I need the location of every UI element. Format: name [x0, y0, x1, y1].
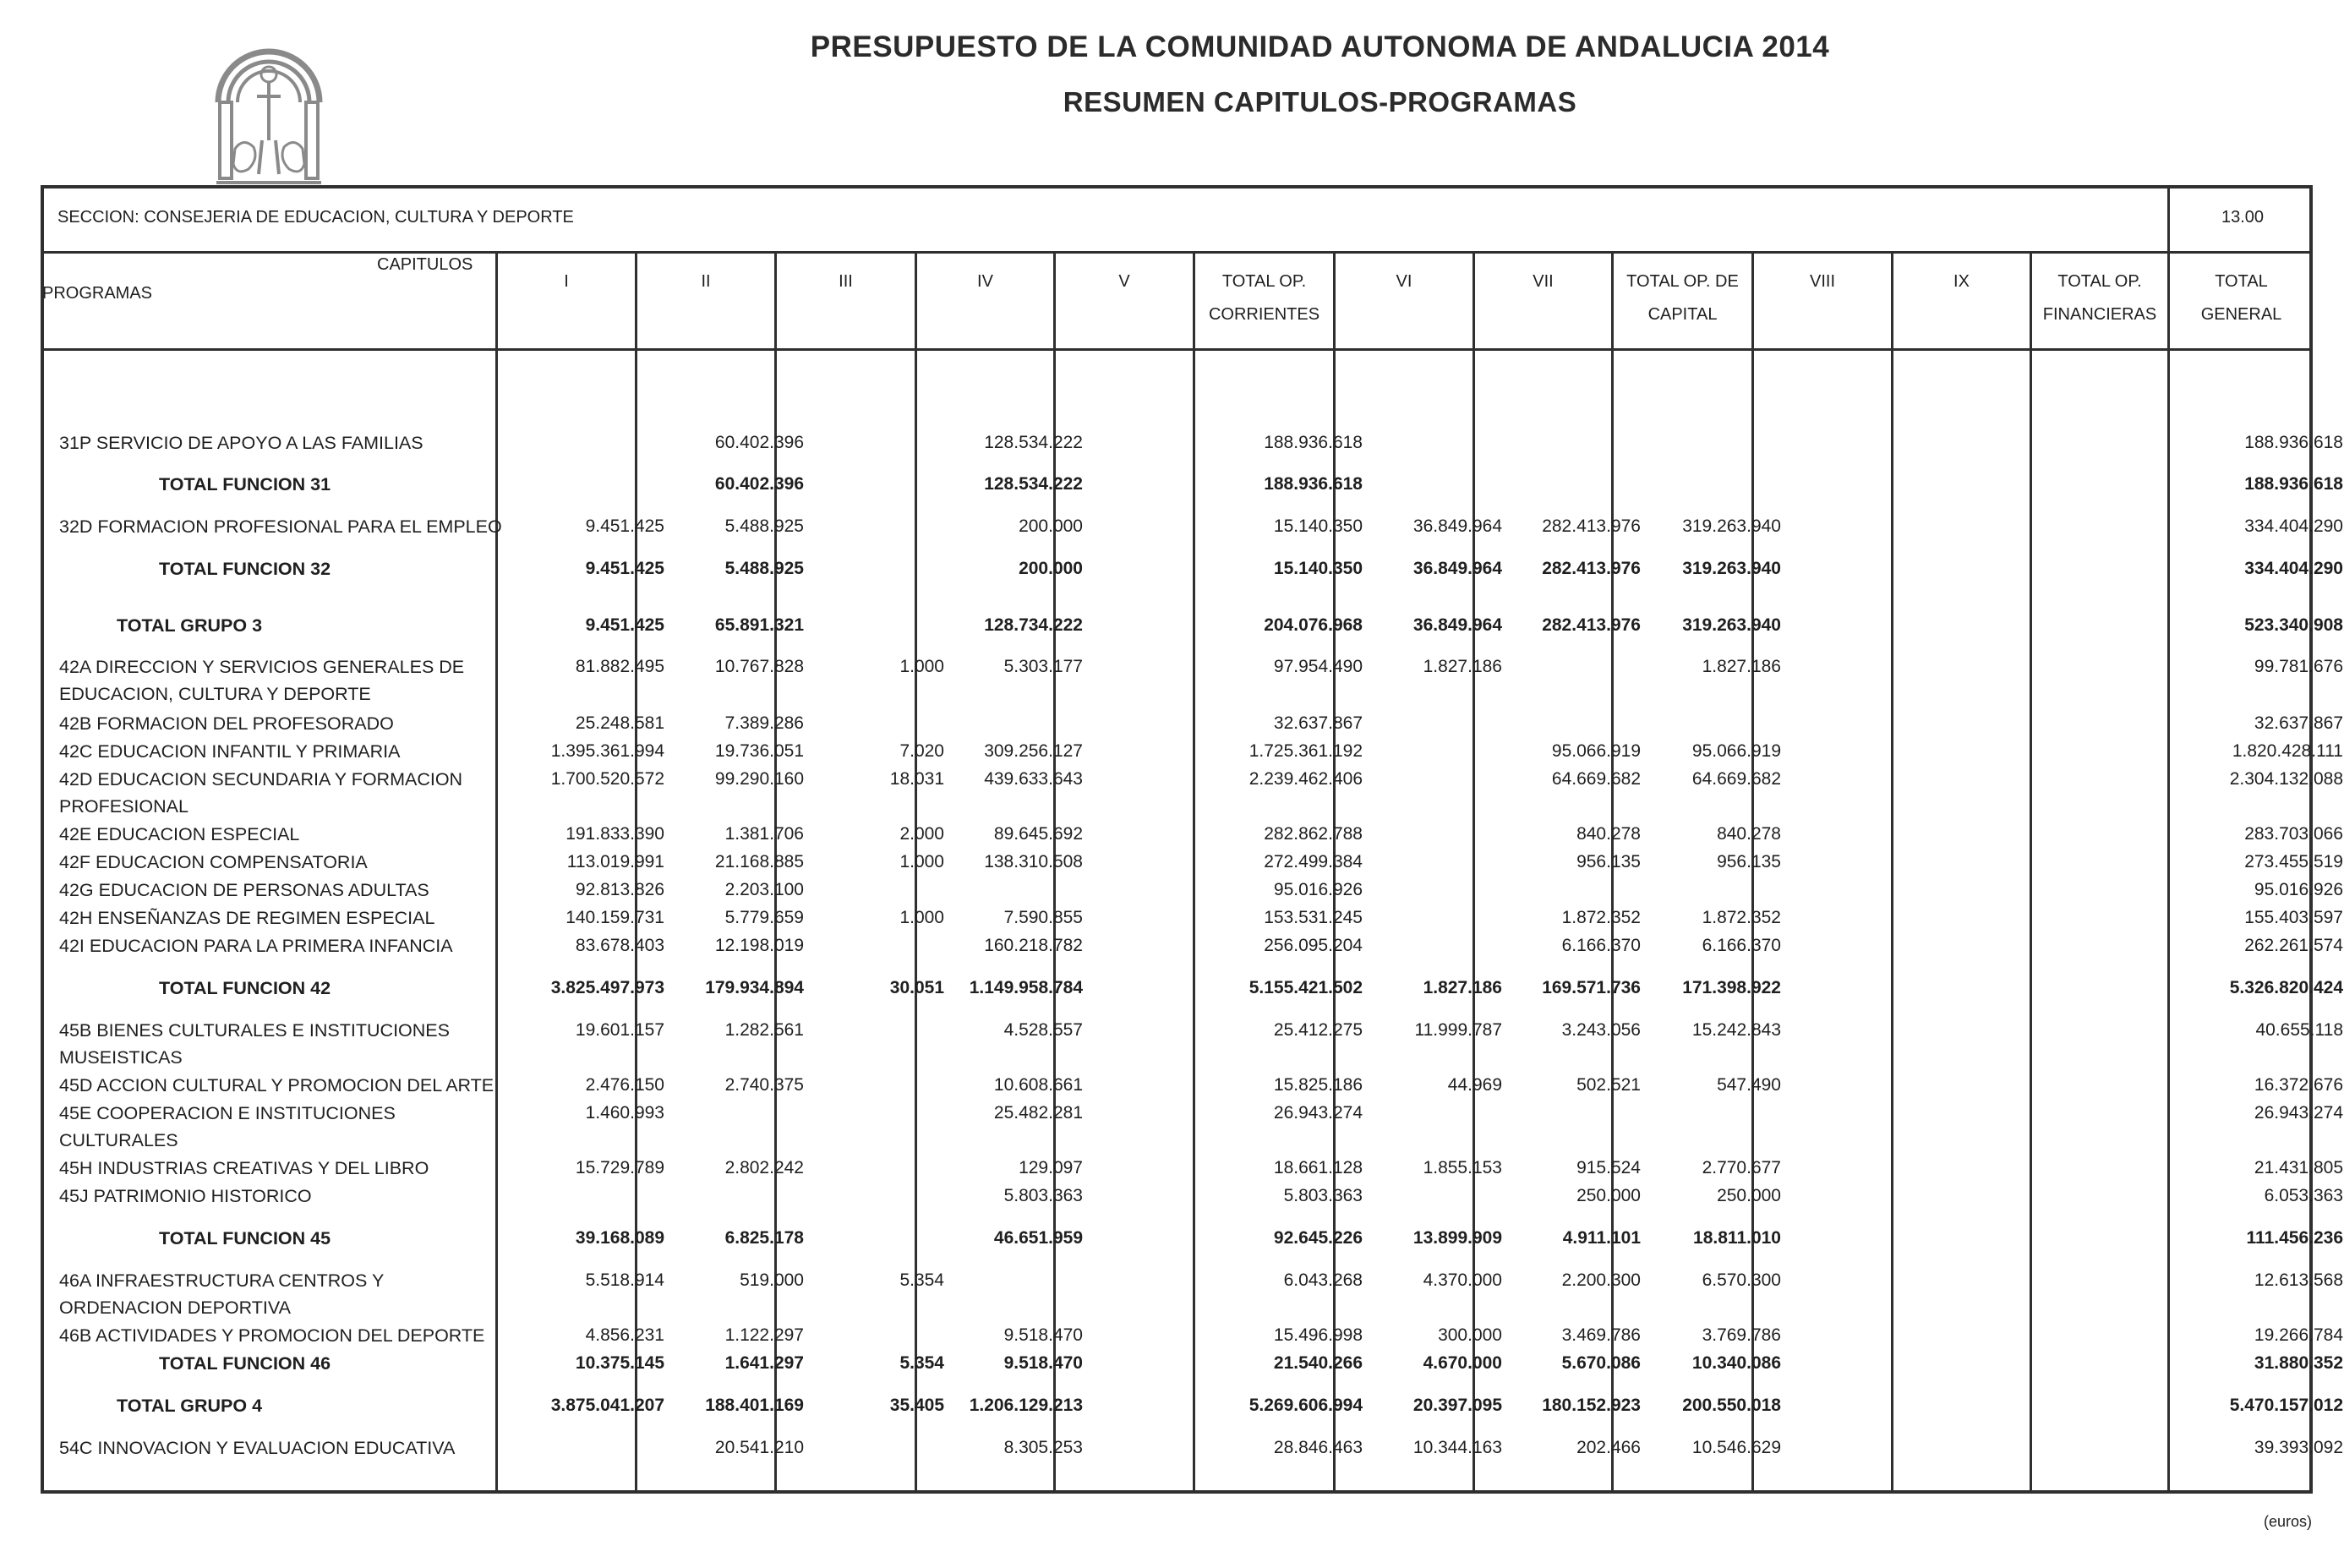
amount-cell: 309.256.127: [984, 741, 1083, 761]
amount-cell: 20.541.210: [714, 1438, 804, 1457]
header-total-op-corrientes-a: TOTAL OP.: [1221, 272, 1307, 291]
table-row: [41, 1155, 2343, 1183]
header-col-ix: IX: [1953, 272, 1970, 291]
amount-cell: 9.451.425: [585, 516, 664, 536]
amount-cell: 128.734.222: [984, 615, 1083, 635]
amount-cell: 256.095.204: [1264, 936, 1363, 955]
table-row: [41, 471, 2343, 499]
amount-cell: 99.290.160: [714, 769, 804, 789]
amount-cell: 26.943.274: [2254, 1103, 2343, 1123]
amount-cell: 129.097: [1019, 1158, 1083, 1177]
table-row: [41, 877, 2343, 904]
amount-cell: 1.855.153: [1423, 1158, 1502, 1177]
amount-cell: 1.000: [899, 657, 944, 676]
amount-cell: 262.261.574: [2244, 936, 2343, 955]
amount-cell: 3.469.786: [1561, 1325, 1641, 1345]
header-total-op-corrientes-b: CORRIENTES: [1208, 305, 1320, 324]
program-label: TOTAL GRUPO 4: [117, 1396, 263, 1416]
amount-cell: 65.891.321: [714, 615, 804, 635]
amount-cell: 200.550.018: [1682, 1396, 1781, 1415]
header-col-i: I: [564, 272, 569, 291]
header-col-iv: IV: [977, 272, 993, 291]
amount-cell: 180.152.923: [1542, 1396, 1641, 1415]
table-row: [41, 710, 2343, 738]
amount-cell: 1.000: [899, 852, 944, 871]
table-row: [41, 1017, 2343, 1068]
amount-cell: 2.203.100: [724, 880, 804, 899]
table-row: [41, 975, 2343, 1003]
amount-cell: 334.404.290: [2244, 516, 2343, 536]
page-title: PRESUPUESTO DE LA COMUNIDAD AUTONOMA DE ANDALUCIA 2014: [810, 30, 1830, 63]
amount-cell: 2.304.132.088: [2229, 769, 2343, 789]
program-label: 42A DIRECCION Y SERVICIOS GENERALES DE: [59, 657, 465, 677]
amount-cell: 2.000: [899, 824, 944, 844]
table-row: [41, 932, 2343, 960]
amount-cell: 89.645.692: [993, 824, 1083, 844]
table-row: [41, 1322, 2343, 1350]
program-label: 45H INDUSTRIAS CREATIVAS Y DEL LIBRO: [59, 1158, 429, 1178]
amount-cell: 6.166.370: [1561, 936, 1641, 955]
program-label: 42B FORMACION DEL PROFESORADO: [59, 713, 394, 734]
amount-cell: 502.521: [1576, 1075, 1641, 1095]
amount-cell: 36.849.964: [1412, 559, 1502, 578]
amount-cell: 21.540.266: [1273, 1353, 1363, 1373]
amount-cell: 547.490: [1717, 1075, 1781, 1095]
amount-cell: 188.936.618: [2244, 433, 2343, 452]
program-label: TOTAL FUNCION 32: [159, 559, 331, 579]
header-col-viii: VIII: [1809, 272, 1835, 291]
amount-cell: 519.000: [740, 1270, 804, 1290]
amount-cell: 5.354: [899, 1270, 944, 1290]
amount-cell: 60.402.396: [714, 474, 804, 494]
section-label: SECCION: CONSEJERIA DE EDUCACION, CULTURA Y DEPORTE: [57, 208, 574, 227]
table-row: [41, 429, 2343, 457]
program-label: TOTAL FUNCION 45: [159, 1228, 331, 1248]
program-label: 45J PATRIMONIO HISTORICO: [59, 1186, 312, 1206]
header-programas: PROGRAMAS: [42, 284, 153, 303]
amount-cell: 21.168.885: [714, 852, 804, 871]
header-col-iii: III: [839, 272, 853, 291]
amount-cell: 200.000: [1019, 559, 1083, 578]
amount-cell: 179.934.894: [705, 978, 804, 997]
amount-cell: 8.305.253: [1003, 1438, 1083, 1457]
amount-cell: 1.827.186: [1702, 657, 1781, 676]
amount-cell: 39.393.092: [2254, 1438, 2343, 1457]
amount-cell: 169.571.736: [1542, 978, 1641, 997]
amount-cell: 83.678.403: [575, 936, 664, 955]
amount-cell: 171.398.922: [1682, 978, 1781, 997]
amount-cell: 5.470.157.012: [2229, 1396, 2343, 1415]
table-row: [41, 1100, 2343, 1150]
amount-cell: 15.825.186: [1273, 1075, 1363, 1095]
amount-cell: 1.282.561: [724, 1020, 804, 1040]
amount-cell: 155.403.597: [2244, 908, 2343, 927]
program-label: 42E EDUCACION ESPECIAL: [59, 824, 300, 844]
amount-cell: 15.140.350: [1273, 559, 1363, 578]
amount-cell: 81.882.495: [575, 657, 664, 676]
table-row: [41, 1267, 2343, 1318]
amount-cell: 10.546.629: [1691, 1438, 1781, 1457]
amount-cell: 273.455.519: [2244, 852, 2343, 871]
amount-cell: 1.725.361.192: [1248, 741, 1363, 761]
amount-cell: 25.482.281: [993, 1103, 1083, 1123]
amount-cell: 319.263.940: [1682, 559, 1781, 578]
header-total-general-a: TOTAL: [2215, 272, 2268, 291]
amount-cell: 1.381.706: [724, 824, 804, 844]
amount-cell: 4.528.557: [1003, 1020, 1083, 1040]
amount-cell: 10.767.828: [714, 657, 804, 676]
amount-cell: 10.375.145: [575, 1353, 664, 1373]
amount-cell: 60.402.396: [714, 433, 804, 452]
table-row: [41, 1072, 2343, 1100]
header-col-ii: II: [701, 272, 711, 291]
amount-cell: 202.466: [1576, 1438, 1641, 1457]
amount-cell: 95.016.926: [1273, 880, 1363, 899]
amount-cell: 16.372.676: [2254, 1075, 2343, 1095]
amount-cell: 1.149.958.784: [969, 978, 1083, 997]
amount-cell: 5.326.820.424: [2229, 978, 2343, 997]
program-label: 46B ACTIVIDADES Y PROMOCION DEL DEPORTE: [59, 1325, 485, 1346]
header-total-op-financieras-a: TOTAL OP.: [2057, 272, 2142, 291]
amount-cell: 6.053.363: [2264, 1186, 2343, 1205]
amount-cell: 6.043.268: [1283, 1270, 1363, 1290]
amount-cell: 10.340.086: [1691, 1353, 1781, 1373]
amount-cell: 1.872.352: [1561, 908, 1641, 927]
table-row: [41, 1392, 2343, 1420]
amount-cell: 319.263.940: [1682, 615, 1781, 635]
amount-cell: 5.155.421.502: [1248, 978, 1363, 997]
amount-cell: 204.076.968: [1264, 615, 1363, 635]
amount-cell: 282.413.976: [1542, 615, 1641, 635]
amount-cell: 188.936.618: [2244, 474, 2343, 494]
table-row: [41, 1183, 2343, 1210]
amount-cell: 334.404.290: [2244, 559, 2343, 578]
amount-cell: 250.000: [1717, 1186, 1781, 1205]
amount-cell: 5.779.659: [724, 908, 804, 927]
amount-cell: 6.570.300: [1702, 1270, 1781, 1290]
table-row: [41, 1434, 2343, 1462]
header-total-op-financieras-b: FINANCIERAS: [2042, 305, 2157, 324]
amount-cell: 15.242.843: [1691, 1020, 1781, 1040]
program-label: TOTAL FUNCION 42: [159, 978, 331, 998]
amount-cell: 15.496.998: [1273, 1325, 1363, 1345]
table-row: [41, 1350, 2343, 1378]
amount-cell: 7.389.286: [724, 713, 804, 733]
amount-cell: 12.613.568: [2254, 1270, 2343, 1290]
amount-cell: 5.269.606.994: [1248, 1396, 1363, 1415]
table-row: [41, 612, 2343, 640]
program-label-continuation: PROFESIONAL: [59, 796, 189, 817]
amount-cell: 840.278: [1717, 824, 1781, 844]
amount-cell: 13.899.909: [1412, 1228, 1502, 1248]
program-label: TOTAL GRUPO 3: [117, 615, 263, 636]
amount-cell: 7.020: [899, 741, 944, 761]
program-label: TOTAL FUNCION 46: [159, 1353, 331, 1374]
amount-cell: 283.703.066: [2244, 824, 2343, 844]
program-label: 42I EDUCACION PARA LA PRIMERA INFANCIA: [59, 936, 453, 956]
header-total-op-capital-a: TOTAL OP. DE: [1626, 272, 1739, 291]
program-label: 32D FORMACION PROFESIONAL PARA EL EMPLEO: [59, 516, 502, 537]
amount-cell: 4.856.231: [585, 1325, 664, 1345]
amount-cell: 1.460.993: [585, 1103, 664, 1123]
amount-cell: 5.303.177: [1003, 657, 1083, 676]
program-label: 42D EDUCACION SECUNDARIA Y FORMACION: [59, 769, 463, 789]
amount-cell: 95.066.919: [1691, 741, 1781, 761]
amount-cell: 95.016.926: [2254, 880, 2343, 899]
amount-cell: 1.395.361.994: [550, 741, 664, 761]
table-row: [41, 766, 2343, 817]
amount-cell: 2.476.150: [585, 1075, 664, 1095]
amount-cell: 12.198.019: [714, 936, 804, 955]
amount-cell: 1.206.129.213: [969, 1396, 1083, 1415]
amount-cell: 9.518.470: [1003, 1325, 1083, 1345]
amount-cell: 5.803.363: [1003, 1186, 1083, 1205]
amount-cell: 319.263.940: [1682, 516, 1781, 536]
table-row: [41, 738, 2343, 766]
table-row: [41, 653, 2343, 704]
amount-cell: 46.651.959: [993, 1228, 1083, 1248]
amount-cell: 1.000: [899, 908, 944, 927]
amount-cell: 5.803.363: [1283, 1186, 1363, 1205]
amount-cell: 21.431.805: [2254, 1158, 2343, 1177]
amount-cell: 40.655.118: [2255, 1020, 2343, 1040]
program-label: 42F EDUCACION COMPENSATORIA: [59, 852, 368, 872]
program-label-continuation: CULTURALES: [59, 1130, 178, 1150]
amount-cell: 18.661.128: [1273, 1158, 1363, 1177]
amount-cell: 188.936.618: [1264, 474, 1363, 494]
amount-cell: 282.413.976: [1542, 516, 1641, 536]
amount-cell: 113.019.991: [566, 852, 664, 871]
amount-cell: 140.159.731: [566, 908, 664, 927]
amount-cell: 31.880.352: [2254, 1353, 2343, 1373]
amount-cell: 840.278: [1576, 824, 1641, 844]
amount-cell: 956.135: [1717, 852, 1781, 871]
amount-cell: 5.670.086: [1561, 1353, 1641, 1373]
amount-cell: 36.849.964: [1412, 615, 1502, 635]
amount-cell: 18.031: [889, 769, 944, 789]
amount-cell: 272.499.384: [1264, 852, 1363, 871]
amount-cell: 92.813.826: [575, 880, 664, 899]
amount-cell: 44.969: [1447, 1075, 1502, 1095]
amount-cell: 1.820.428.111: [2232, 741, 2343, 761]
amount-cell: 35.405: [889, 1396, 944, 1415]
amount-cell: 138.310.508: [984, 852, 1083, 871]
amount-cell: 2.770.677: [1702, 1158, 1781, 1177]
amount-cell: 4.370.000: [1423, 1270, 1502, 1290]
amount-cell: 9.451.425: [585, 559, 664, 578]
amount-cell: 97.954.490: [1273, 657, 1363, 676]
header-col-v: V: [1118, 272, 1130, 291]
amount-cell: 1.122.297: [724, 1325, 804, 1345]
table-row: [41, 904, 2343, 932]
amount-cell: 915.524: [1576, 1158, 1641, 1177]
amount-cell: 250.000: [1576, 1186, 1641, 1205]
amount-cell: 282.413.976: [1542, 559, 1641, 578]
section-code: 13.00: [2221, 208, 2265, 227]
program-label-continuation: MUSEISTICAS: [59, 1047, 183, 1068]
amount-cell: 99.781.676: [2254, 657, 2343, 676]
amount-cell: 188.401.169: [705, 1396, 804, 1415]
program-label: 42G EDUCACION DE PERSONAS ADULTAS: [59, 880, 429, 900]
amount-cell: 5.488.925: [724, 516, 804, 536]
amount-cell: 26.943.274: [1273, 1103, 1363, 1123]
amount-cell: 3.243.056: [1561, 1020, 1641, 1040]
amount-cell: 1.700.520.572: [550, 769, 664, 789]
program-label-continuation: ORDENACION DEPORTIVA: [59, 1298, 291, 1318]
amount-cell: 3.769.786: [1702, 1325, 1781, 1345]
amount-cell: 111.456.236: [2246, 1228, 2343, 1248]
amount-cell: 15.140.350: [1273, 516, 1363, 536]
amount-cell: 4.670.000: [1423, 1353, 1502, 1373]
amount-cell: 3.825.497.973: [550, 978, 664, 997]
program-label: 46A INFRAESTRUCTURA CENTROS Y: [59, 1270, 385, 1291]
amount-cell: 2.239.462.406: [1248, 769, 1363, 789]
amount-cell: 64.669.682: [1691, 769, 1781, 789]
amount-cell: 439.633.643: [984, 769, 1083, 789]
table-divider: [41, 251, 2313, 254]
amount-cell: 32.637.867: [1273, 713, 1363, 733]
amount-cell: 9.451.425: [585, 615, 664, 635]
program-label: 42H ENSEÑANZAS DE REGIMEN ESPECIAL: [59, 908, 435, 928]
program-label: 45D ACCION CULTURAL Y PROMOCION DEL ARTE: [59, 1075, 494, 1095]
amount-cell: 2.200.300: [1561, 1270, 1641, 1290]
header-col-vi: VI: [1396, 272, 1412, 291]
program-label: 45E COOPERACION E INSTITUCIONES: [59, 1103, 396, 1123]
amount-cell: 64.669.682: [1551, 769, 1641, 789]
amount-cell: 18.811.010: [1693, 1228, 1781, 1248]
header-capitulos: CAPITULOS: [377, 255, 473, 274]
amount-cell: 1.827.186: [1423, 978, 1502, 997]
amount-cell: 19.266.784: [2254, 1325, 2343, 1345]
amount-cell: 25.412.275: [1273, 1020, 1363, 1040]
amount-cell: 1.827.186: [1423, 657, 1502, 676]
amount-cell: 7.590.855: [1003, 908, 1083, 927]
program-label: 45B BIENES CULTURALES E INSTITUCIONES: [59, 1020, 450, 1041]
amount-cell: 1.872.352: [1702, 908, 1781, 927]
page-subtitle: RESUMEN CAPITULOS-PROGRAMAS: [1063, 86, 1577, 117]
program-label: 31P SERVICIO DE APOYO A LAS FAMILIAS: [59, 433, 423, 453]
amount-cell: 6.825.178: [724, 1228, 804, 1248]
amount-cell: 20.397.095: [1412, 1396, 1502, 1415]
amount-cell: 300.000: [1438, 1325, 1502, 1345]
program-label: 54C INNOVACION Y EVALUACION EDUCATIVA: [59, 1438, 456, 1458]
amount-cell: 19.736.051: [714, 741, 804, 761]
amount-cell: 19.601.157: [575, 1020, 664, 1040]
amount-cell: 92.645.226: [1273, 1228, 1363, 1248]
amount-cell: 1.641.297: [724, 1353, 804, 1373]
header-col-vii: VII: [1533, 272, 1554, 291]
amount-cell: 153.531.245: [1264, 908, 1363, 927]
amount-cell: 128.534.222: [984, 433, 1083, 452]
amount-cell: 160.218.782: [984, 936, 1083, 955]
table-row: [41, 513, 2343, 541]
amount-cell: 32.637.867: [2254, 713, 2343, 733]
table-row: [41, 1225, 2343, 1253]
amount-cell: 5.518.914: [585, 1270, 664, 1290]
amount-cell: 200.000: [1019, 516, 1083, 536]
amount-cell: 36.849.964: [1412, 516, 1502, 536]
amount-cell: 128.534.222: [984, 474, 1083, 494]
amount-cell: 2.802.242: [724, 1158, 804, 1177]
table-divider: [41, 348, 2313, 351]
table-row: [41, 849, 2343, 877]
amount-cell: 523.340.908: [2244, 615, 2343, 635]
amount-cell: 9.518.470: [1003, 1353, 1083, 1373]
amount-cell: 95.066.919: [1551, 741, 1641, 761]
table-row: [41, 555, 2343, 583]
amount-cell: 5.488.925: [724, 559, 804, 578]
program-label-continuation: EDUCACION, CULTURA Y DEPORTE: [59, 684, 371, 704]
amount-cell: 15.729.789: [575, 1158, 664, 1177]
amount-cell: 3.875.041.207: [550, 1396, 664, 1415]
table-row: [41, 821, 2343, 849]
amount-cell: 956.135: [1576, 852, 1641, 871]
amount-cell: 10.608.661: [993, 1075, 1083, 1095]
program-label: 42C EDUCACION INFANTIL Y PRIMARIA: [59, 741, 401, 762]
amount-cell: 282.862.788: [1264, 824, 1363, 844]
amount-cell: 11.999.787: [1414, 1020, 1502, 1040]
amount-cell: 2.740.375: [724, 1075, 804, 1095]
amount-cell: 5.354: [899, 1353, 944, 1373]
amount-cell: 25.248.581: [575, 713, 664, 733]
amount-cell: 6.166.370: [1702, 936, 1781, 955]
program-label: TOTAL FUNCION 31: [159, 474, 331, 494]
amount-cell: 191.833.390: [566, 824, 664, 844]
amount-cell: 188.936.618: [1264, 433, 1363, 452]
amount-cell: 28.846.463: [1273, 1438, 1363, 1457]
header-total-op-capital-b: CAPITAL: [1647, 305, 1718, 324]
amount-cell: 30.051: [889, 978, 944, 997]
amount-cell: 10.344.163: [1412, 1438, 1502, 1457]
units-note: (euros): [2263, 1513, 2312, 1530]
amount-cell: 39.168.089: [575, 1228, 664, 1248]
amount-cell: 4.911.101: [1562, 1228, 1641, 1248]
header-total-general-b: GENERAL: [2200, 305, 2282, 324]
